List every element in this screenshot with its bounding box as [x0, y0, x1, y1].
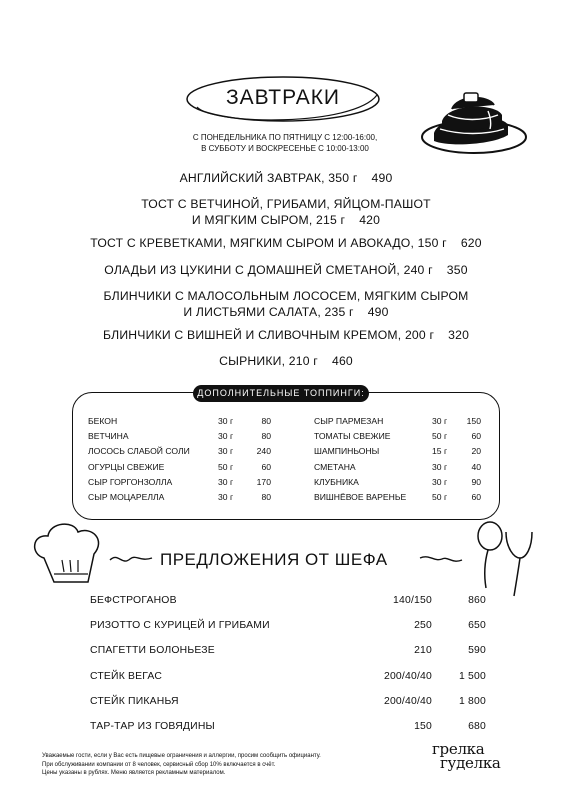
- menu-item: БЛИНЧИКИ С ВИШНЕЙ И СЛИВОЧНЫМ КРЕМОМ, 200 г 320: [102, 328, 470, 342]
- chef-menu-item: [90, 594, 490, 608]
- squiggle-icon: [418, 550, 464, 568]
- squiggle-icon: [108, 550, 154, 568]
- topping-price: 80: [261, 492, 271, 502]
- topping-name: ЛОСОСЬ СЛАБОЙ СОЛИ: [88, 446, 190, 457]
- topping-name: СЫР ГОРГОНЗОЛЛА: [88, 476, 173, 487]
- chef-menu-item: [90, 720, 490, 734]
- topping-price: 40: [471, 461, 481, 472]
- fork-icon: [500, 528, 540, 598]
- topping-name: БЕКОН: [88, 416, 118, 426]
- chef-item-name: СТЕЙК ВЕГАС: [90, 670, 163, 682]
- toppings-title: ДОПОЛНИТЕЛЬНЫЕ ТОППИНГИ:: [193, 385, 369, 402]
- menu-item: БЛИНЧИКИ С МАЛОСОЛЬНЫМ ЛОСОСЕМ, МЯГКИМ СЫРОМ И ЛИСТЬЯМИ САЛАТА, 235 г 490: [103, 289, 469, 319]
- chef-item-weight: 210: [414, 645, 432, 657]
- topping-row: [0, 430, 572, 442]
- topping-name: СМЕТАНА: [314, 461, 356, 472]
- topping-name: СЫР МОЦАРЕЛЛА: [88, 492, 165, 502]
- chef-item-price: 680: [468, 721, 486, 732]
- chef-item-weight: 140/150: [393, 595, 432, 606]
- topping-weight: 30 г: [432, 476, 448, 487]
- topping-price: 240: [256, 446, 271, 457]
- topping-weight: 50 г: [218, 461, 234, 472]
- topping-price: 90: [471, 476, 481, 487]
- topping-weight: 15 г: [432, 446, 448, 457]
- topping-price: 60: [261, 461, 271, 472]
- topping-price: 150: [466, 416, 481, 426]
- topping-name: ВЕТЧИНА: [88, 431, 129, 442]
- topping-price: 80: [261, 431, 271, 442]
- topping-row: [0, 476, 572, 488]
- topping-name: ТОМАТЫ СВЕЖИЕ: [314, 431, 391, 442]
- brand-logo: грелка гуделка: [432, 740, 501, 772]
- page-title: ЗАВТРАКИ: [225, 86, 341, 109]
- section-title: ПРЕДЛОЖЕНИЯ ОТ ШЕФА: [160, 550, 388, 569]
- topping-weight: 30 г: [218, 446, 234, 457]
- topping-weight: 30 г: [218, 416, 234, 426]
- topping-price: 170: [256, 476, 271, 487]
- footer-note: Уважаемые гости, если у Вас есть пищевые ограничения и аллергии, просим сообщить официанту. При обслуживании компании от 8 человек, сервисный сбор 10% включается в счёт. Цены указаны в рублях. Меню является рекламным материалом.: [42, 753, 321, 776]
- topping-name: ОГУРЦЫ СВЕЖИЕ: [88, 461, 165, 472]
- pancakes-icon: [412, 85, 530, 165]
- topping-name: КЛУБНИКА: [314, 476, 359, 487]
- topping-name: ВИШНЁВОЕ ВАРЕНЬЕ: [314, 492, 407, 502]
- menu-item: ТОСТ С КРЕВЕТКАМИ, МЯГКИМ СЫРОМ И АВОКАДО, 150 г 620: [90, 236, 482, 250]
- chef-menu-item: [90, 670, 490, 684]
- topping-row: [0, 415, 572, 427]
- chef-item-weight: 250: [414, 620, 432, 632]
- chef-hat-icon: [28, 520, 108, 592]
- topping-name: ШАМПИНЬОНЫ: [314, 446, 380, 457]
- chef-item-name: СПАГЕТТИ БОЛОНЬЕЗЕ: [90, 645, 215, 657]
- topping-weight: 30 г: [218, 431, 234, 442]
- topping-weight: 30 г: [432, 461, 448, 472]
- chef-item-name: СТЕЙК ПИКАНЬЯ: [90, 695, 179, 707]
- chef-item-name: ТАР-ТАР ИЗ ГОВЯДИНЫ: [90, 721, 215, 732]
- topping-price: 60: [471, 492, 481, 502]
- chef-item-weight: 200/40/40: [383, 670, 432, 682]
- chef-item-price: 1 500: [458, 670, 486, 682]
- topping-row: [0, 461, 572, 473]
- chef-item-weight: 150: [414, 721, 432, 732]
- chef-menu-item: [90, 695, 490, 709]
- chef-item-weight: 200/40/40: [383, 695, 432, 707]
- topping-price: 20: [471, 446, 481, 457]
- menu-item: АНГЛИЙСКИЙ ЗАВТРАК, 350 г 490: [179, 171, 393, 185]
- topping-price: 80: [261, 416, 271, 426]
- menu-item: ОЛАДЬИ ИЗ ЦУКИНИ С ДОМАШНЕЙ СМЕТАНОЙ, 240 г 350: [104, 263, 468, 277]
- topping-weight: 50 г: [432, 492, 448, 502]
- chef-item-name: БЕФСТРОГАНОВ: [90, 595, 177, 606]
- topping-weight: 50 г: [432, 431, 448, 442]
- topping-weight: 30 г: [432, 416, 448, 426]
- topping-row: [0, 445, 572, 457]
- menu-item: СЫРНИКИ, 210 г 460: [219, 354, 353, 368]
- chef-item-name: РИЗОТТО С КУРИЦЕЙ И ГРИБАМИ: [90, 620, 270, 632]
- topping-price: 60: [471, 431, 481, 442]
- chef-item-price: 1 800: [458, 695, 486, 707]
- topping-weight: 30 г: [218, 476, 234, 487]
- chef-item-price: 590: [468, 645, 486, 657]
- topping-name: СЫР ПАРМЕЗАН: [314, 416, 384, 426]
- menu-item: ТОСТ С ВЕТЧИНОЙ, ГРИБАМИ, ЯЙЦОМ-ПАШОТ И МЯГКИМ СЫРОМ, 215 г 420: [141, 197, 431, 227]
- chef-menu-item: [90, 619, 490, 633]
- topping-row: [0, 491, 572, 503]
- chef-item-price: 860: [468, 595, 486, 606]
- chef-item-price: 650: [468, 620, 486, 632]
- chef-menu-item: [90, 644, 490, 658]
- topping-weight: 30 г: [218, 492, 234, 502]
- opening-hours: С ПОНЕДЕЛЬНИКА ПО ПЯТНИЦУ С 12:00-16:00, В СУББОТУ И ВОСКРЕСЕНЬЕ С 10:00-13:00: [192, 133, 378, 153]
